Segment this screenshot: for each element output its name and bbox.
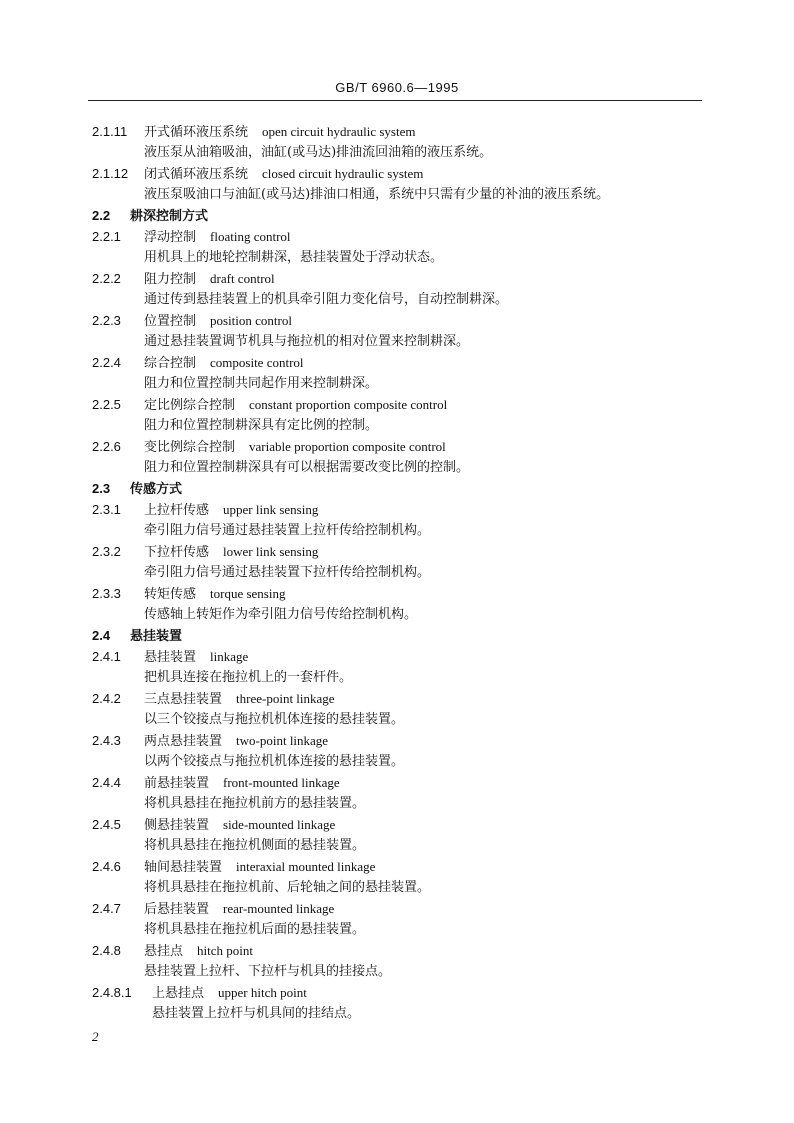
term-chinese: 定比例综合控制 <box>144 398 236 413</box>
clause-number: 2.2 <box>92 208 111 223</box>
term-chinese: 变比例综合控制 <box>144 440 236 455</box>
term-entry <box>92 499 702 541</box>
term-entry <box>92 310 702 352</box>
term-definition: 悬挂装置上拉杆、下拉杆与机具的挂接点。 <box>144 964 392 979</box>
clause-number: 2.1.11 <box>92 124 128 139</box>
clause-number: 2.3.3 <box>92 586 121 601</box>
term-definition: 以三个铰接点与拖拉机机体连接的悬挂装置。 <box>144 712 405 727</box>
term-chinese: 上拉杆传感 <box>144 503 210 518</box>
term-chinese: 轴间悬挂装置 <box>144 860 223 875</box>
term-definition: 传感轴上转矩作为牵引阻力信号传给控制机构。 <box>144 607 418 622</box>
term-english: hitch point <box>197 943 253 958</box>
section-title: 传感方式 <box>130 482 183 497</box>
term-entry <box>92 856 702 898</box>
term-english: front-mounted linkage <box>223 775 340 790</box>
term-entry <box>92 226 702 268</box>
term-definition: 通过悬挂装置调节机具与拖拉机的相对位置来控制耕深。 <box>144 334 470 349</box>
term-definition: 将机具悬挂在拖拉机前方的悬挂装置。 <box>144 796 366 811</box>
term-english: three-point linkage <box>236 691 335 706</box>
section-title: 耕深控制方式 <box>130 209 209 224</box>
term-entry <box>92 394 702 436</box>
term-definition: 将机具悬挂在拖拉机后面的悬挂装置。 <box>144 922 366 937</box>
term-chinese: 浮动控制 <box>144 230 197 245</box>
term-definition: 阻力和位置控制耕深具有可以根据需要改变比例的控制。 <box>144 460 470 475</box>
term-chinese: 前悬挂装置 <box>144 776 210 791</box>
term-english: floating control <box>210 229 291 244</box>
term-chinese: 三点悬挂装置 <box>144 692 223 707</box>
term-english: upper link sensing <box>223 502 319 517</box>
term-definition: 牵引阻力信号通过悬挂装置上拉杆传给控制机构。 <box>144 523 431 538</box>
term-english: position control <box>210 313 292 328</box>
term-entry <box>92 646 702 688</box>
term-chinese: 后悬挂装置 <box>144 902 210 917</box>
term-entry <box>92 163 702 205</box>
term-entry <box>92 772 702 814</box>
term-entry <box>92 688 702 730</box>
term-entry <box>92 436 702 478</box>
term-entry <box>92 268 702 310</box>
term-english: variable proportion composite control <box>249 439 446 454</box>
term-entry <box>92 982 702 1024</box>
term-english: open circuit hydraulic system <box>262 124 416 139</box>
header-rule <box>88 100 702 101</box>
term-entry <box>92 352 702 394</box>
clause-number: 2.4.8 <box>92 943 121 958</box>
clause-number: 2.2.5 <box>92 397 121 412</box>
clause-number: 2.3 <box>92 481 111 496</box>
term-definition: 把机具连接在拖拉机上的一套杆件。 <box>144 670 353 685</box>
clause-number: 2.4.2 <box>92 691 121 706</box>
term-english: lower link sensing <box>223 544 319 559</box>
clause-number: 2.3.1 <box>92 502 121 517</box>
term-english: torque sensing <box>210 586 286 601</box>
section-heading <box>92 478 702 499</box>
term-entry <box>92 583 702 625</box>
clause-number: 2.4.4 <box>92 775 121 790</box>
term-definition: 牵引阻力信号通过悬挂装置下拉杆传给控制机构。 <box>144 565 431 580</box>
term-english: draft control <box>210 271 275 286</box>
term-definition: 悬挂装置上拉杆与机具间的挂结点。 <box>152 1006 361 1021</box>
clause-number: 2.2.1 <box>92 229 121 244</box>
term-english: interaxial mounted linkage <box>236 859 376 874</box>
term-chinese: 闭式循环液压系统 <box>144 167 249 182</box>
document-header: GB/T 6960.6—1995 <box>335 80 459 95</box>
term-chinese: 综合控制 <box>144 356 197 371</box>
term-entry <box>92 814 702 856</box>
clause-number: 2.4.1 <box>92 649 121 664</box>
section-heading <box>92 205 702 226</box>
clause-number: 2.4.6 <box>92 859 121 874</box>
term-english: closed circuit hydraulic system <box>262 166 424 181</box>
term-chinese: 侧悬挂装置 <box>144 818 210 833</box>
term-chinese: 悬挂点 <box>144 944 184 959</box>
clause-number: 2.4.8.1 <box>92 985 132 1000</box>
term-english: composite control <box>210 355 304 370</box>
section-title: 悬挂装置 <box>130 629 183 644</box>
term-definition: 用机具上的地轮控制耕深，悬挂装置处于浮动状态。 <box>144 250 444 265</box>
clause-number: 2.4.7 <box>92 901 121 916</box>
term-chinese: 开式循环液压系统 <box>144 125 249 140</box>
term-definition: 通过传到悬挂装置上的机具牵引阻力变化信号，自动控制耕深。 <box>144 292 509 307</box>
document-body <box>92 121 702 1024</box>
clause-number: 2.2.3 <box>92 313 121 328</box>
term-entry <box>92 121 702 163</box>
term-english: linkage <box>210 649 249 664</box>
clause-number: 2.3.2 <box>92 544 121 559</box>
clause-number: 2.1.12 <box>92 166 129 181</box>
clause-number: 2.2.2 <box>92 271 121 286</box>
clause-number: 2.4 <box>92 628 111 643</box>
term-english: rear-mounted linkage <box>223 901 335 916</box>
term-entry <box>92 940 702 982</box>
term-entry <box>92 730 702 772</box>
clause-number: 2.4.3 <box>92 733 121 748</box>
clause-number: 2.4.5 <box>92 817 121 832</box>
term-definition: 液压泵从油箱吸油，油缸(或马达)排油流回油箱的液压系统。 <box>144 145 493 160</box>
term-entry <box>92 898 702 940</box>
term-entry <box>92 541 702 583</box>
term-chinese: 位置控制 <box>144 314 197 329</box>
term-english: two-point linkage <box>236 733 329 748</box>
term-definition: 液压泵吸油口与油缸(或马达)排油口相通，系统中只需有少量的补油的液压系统。 <box>144 187 610 202</box>
term-english: side-mounted linkage <box>223 817 336 832</box>
clause-number: 2.2.6 <box>92 439 121 454</box>
term-english: upper hitch point <box>218 985 307 1000</box>
section-heading <box>92 625 702 646</box>
term-definition: 以两个铰接点与拖拉机机体连接的悬挂装置。 <box>144 754 405 769</box>
term-chinese: 阻力控制 <box>144 272 197 287</box>
term-chinese: 转矩传感 <box>144 587 197 602</box>
term-english: constant proportion composite control <box>249 397 448 412</box>
term-chinese: 下拉杆传感 <box>144 545 210 560</box>
term-definition: 阻力和位置控制共同起作用来控制耕深。 <box>144 376 379 391</box>
term-chinese: 悬挂装置 <box>144 650 197 665</box>
clause-number: 2.2.4 <box>92 355 121 370</box>
term-definition: 将机具悬挂在拖拉机前、后轮轴之间的悬挂装置。 <box>144 880 431 895</box>
term-definition: 阻力和位置控制耕深具有定比例的控制。 <box>144 418 379 433</box>
term-definition: 将机具悬挂在拖拉机侧面的悬挂装置。 <box>144 838 366 853</box>
term-chinese: 两点悬挂装置 <box>144 734 223 749</box>
term-chinese: 上悬挂点 <box>152 986 205 1001</box>
page-number: 2 <box>92 1029 99 1044</box>
